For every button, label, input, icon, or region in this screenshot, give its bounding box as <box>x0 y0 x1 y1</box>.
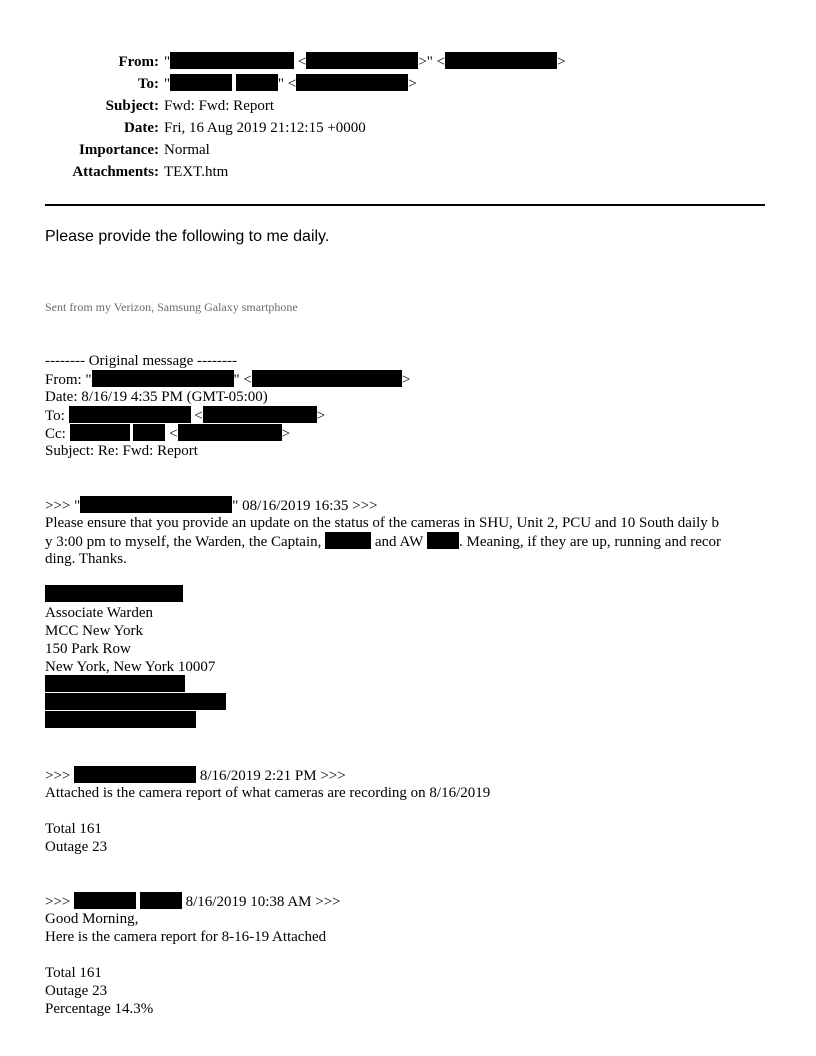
redaction <box>74 766 196 783</box>
original-from <box>45 370 410 389</box>
from-bracket-end: > <box>557 54 566 70</box>
redaction <box>70 424 130 441</box>
redaction <box>296 74 408 91</box>
redaction <box>45 675 185 692</box>
message-2-line-1: Attached is the camera report of what cameras are recording on 8/16/2019 <box>45 785 491 801</box>
message-3-line-1: Here is the camera report for 8-16-19 Attached <box>45 929 327 945</box>
date-value: Fri, 16 Aug 2019 21:12:15 +0000 <box>164 120 366 136</box>
redaction <box>203 406 317 423</box>
original-to-bracket-end: > <box>316 408 326 424</box>
redaction <box>427 532 459 549</box>
from-label: From: <box>118 54 159 70</box>
original-from-bracket: " < <box>233 372 252 388</box>
message-3-outage: Outage 23 <box>45 983 108 999</box>
redaction <box>140 892 182 909</box>
phone-signature: Sent from my Verizon, Samsung Galaxy smartphone <box>45 300 298 314</box>
original-cc-bracket-end: > <box>281 426 291 442</box>
sig-address-2: New York, New York 10007 <box>45 659 216 675</box>
original-cc <box>45 424 290 443</box>
attachments-value: TEXT.htm <box>164 164 229 180</box>
original-to <box>45 406 325 425</box>
message-3-header <box>45 892 341 911</box>
redaction <box>80 496 232 513</box>
redaction <box>170 74 232 91</box>
to-bracket-end: > <box>408 76 417 92</box>
message-1-line-2 <box>45 532 721 551</box>
from-value <box>164 51 566 73</box>
redaction <box>252 370 402 387</box>
redaction <box>306 52 418 69</box>
to-label: To: <box>137 76 159 92</box>
original-from-bracket-end: > <box>401 372 411 388</box>
redaction <box>178 424 282 441</box>
sig-title: Associate Warden <box>45 605 154 621</box>
message-3-percentage: Percentage 14.3% <box>45 1001 154 1017</box>
message-1-text: y 3:00 pm to myself, the Warden, the Captain, <box>45 534 322 550</box>
importance-value: Normal <box>164 142 210 158</box>
from-quote: " <box>164 54 171 70</box>
sig-org: MCC New York <box>45 623 143 639</box>
original-to-bracket: < <box>194 408 203 424</box>
message-1-header <box>45 496 378 515</box>
attachments-label: Attachments: <box>72 164 159 180</box>
message-1-prefix: >>> " <box>45 498 81 514</box>
from-bracket-close: >" < <box>418 54 446 70</box>
original-to-label: To: <box>45 408 65 424</box>
redaction <box>45 693 226 710</box>
redaction <box>45 585 183 602</box>
message-2-total: Total 161 <box>45 821 102 837</box>
message-2-timestamp: 8/16/2019 2:21 PM >>> <box>199 768 346 784</box>
to-bracket: " < <box>277 76 297 92</box>
sig-address-1: 150 Park Row <box>45 641 131 657</box>
original-from-label: From: " <box>45 372 92 388</box>
message-3-timestamp: 8/16/2019 10:38 AM >>> <box>185 894 341 910</box>
redaction <box>69 406 191 423</box>
redaction <box>74 892 136 909</box>
redaction <box>133 424 165 441</box>
message-2-header <box>45 766 346 785</box>
message-3-prefix: >>> <box>45 894 71 910</box>
from-bracket: < <box>297 54 307 70</box>
message-1-line-1: Please ensure that you provide an update on the status of the cameras in SHU, Unit 2, PCU and 10 South daily b <box>45 515 720 531</box>
original-cc-bracket: < <box>169 426 178 442</box>
intro-text: Please provide the following to me daily. <box>45 228 330 245</box>
message-1-line-3: ding. Thanks. <box>45 551 127 567</box>
message-1-text: . Meaning, if they are up, running and recor <box>459 534 722 550</box>
message-2-outage: Outage 23 <box>45 839 108 855</box>
subject-label: Subject: <box>105 98 159 114</box>
original-divider: -------- Original message -------- <box>45 353 237 369</box>
redaction <box>325 532 371 549</box>
to-value <box>164 73 417 95</box>
original-cc-label: Cc: <box>45 426 66 442</box>
importance-label: Importance: <box>79 142 159 158</box>
message-3-greeting: Good Morning, <box>45 911 139 927</box>
date-label: Date: <box>124 120 159 136</box>
original-date: Date: 8/16/19 4:35 PM (GMT-05:00) <box>45 389 268 405</box>
to-quote: " <box>164 76 171 92</box>
header-divider <box>45 204 765 206</box>
original-subject: Subject: Re: Fwd: Report <box>45 443 198 459</box>
message-1-text: and AW <box>374 534 424 550</box>
redaction <box>45 711 196 728</box>
redaction <box>445 52 557 69</box>
redaction <box>170 52 294 69</box>
redaction <box>236 74 278 91</box>
message-2-prefix: >>> <box>45 768 71 784</box>
message-3-total: Total 161 <box>45 965 102 981</box>
redaction <box>92 370 234 387</box>
subject-value: Fwd: Fwd: Report <box>164 98 275 114</box>
message-1-timestamp: " 08/16/2019 16:35 >>> <box>232 498 378 514</box>
